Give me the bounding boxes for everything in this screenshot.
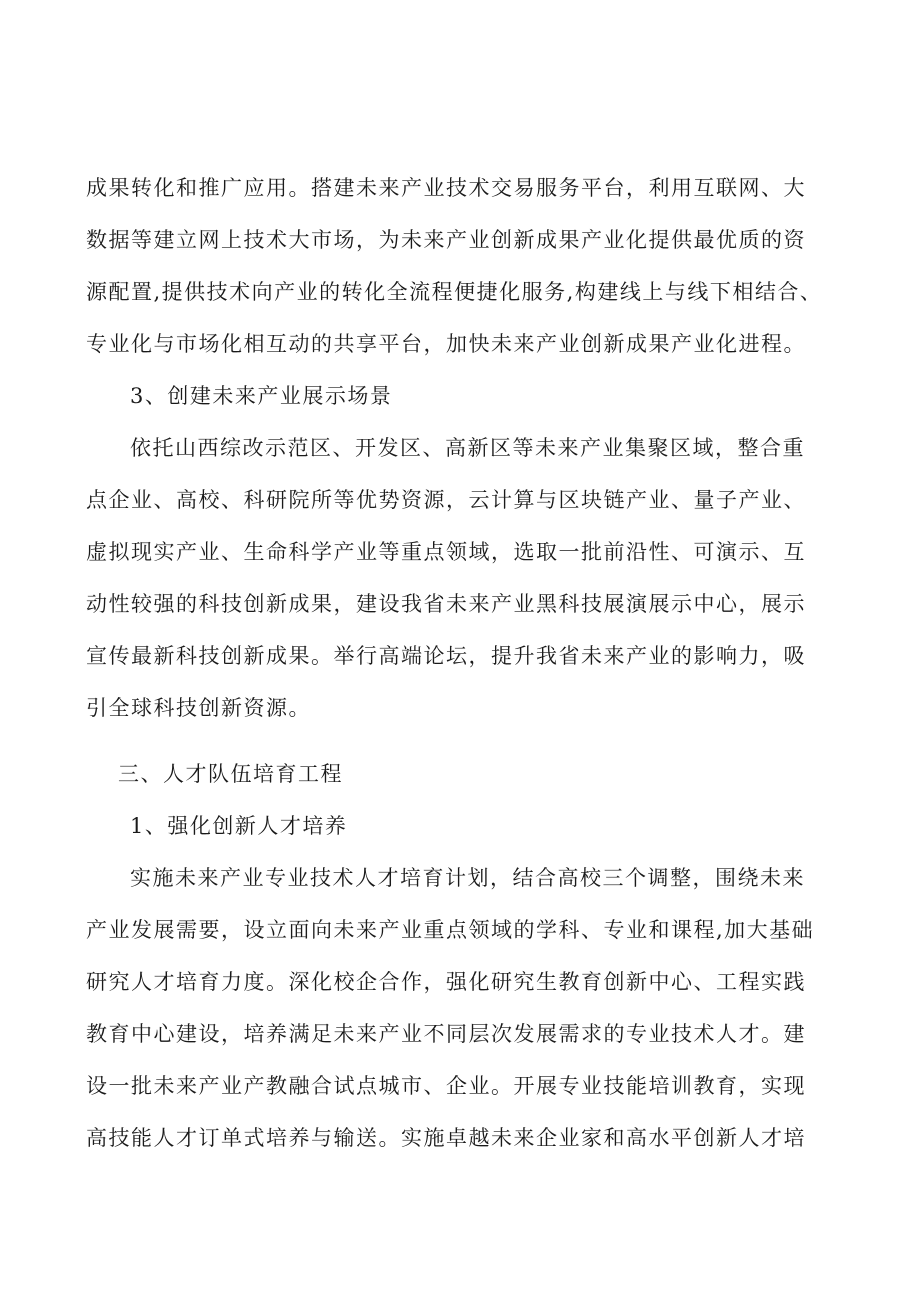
paragraph-3-line-6: 高技能人才订单式培养与输送。实施卓越未来企业家和高水平创新人才培 (86, 1126, 806, 1150)
paragraph-1-line-3: 源配置,提供技术向产业的转化全流程便捷化服务,构建线上与线下相结合、 (86, 280, 823, 304)
paragraph-1-line-1: 成果转化和推广应用。搭建未来产业技术交易服务平台，利用互联网、大 (86, 176, 806, 200)
paragraph-3-line-1: 实施未来产业专业技术人才培育计划，结合高校三个调整，围绕未来 (130, 866, 805, 890)
subheading-1: 1、强化创新人才培养 (130, 814, 348, 838)
paragraph-2-line-5: 宣传最新科技创新成果。举行高端论坛，提升我省未来产业的影响力，吸 (86, 644, 806, 668)
section-heading-talent: 三、人才队伍培育工程 (118, 762, 343, 786)
paragraph-2-line-1: 依托山西综改示范区、开发区、高新区等未来产业集聚区域，整合重 (130, 436, 805, 460)
paragraph-2-line-6: 引全球科技创新资源。 (86, 696, 311, 720)
paragraph-3-line-2: 产业发展需要，设立面向未来产业重点领域的学科、专业和课程,加大基础 (86, 918, 815, 942)
paragraph-3-line-4: 教育中心建设，培养满足未来产业不同层次发展需求的专业技术人才。建 (86, 1022, 806, 1046)
paragraph-1-line-2: 数据等建立网上技术大市场，为未来产业创新成果产业化提供最优质的资 (86, 228, 806, 252)
subheading-3: 3、创建未来产业展示场景 (130, 384, 393, 408)
paragraph-2-line-4: 动性较强的科技创新成果，建设我省未来产业黑科技展演展示中心，展示 (86, 592, 806, 616)
paragraph-2-line-3: 虚拟现实产业、生命科学产业等重点领域，选取一批前沿性、可演示、互 (86, 540, 806, 564)
paragraph-3-line-5: 设一批未来产业产教融合试点城市、企业。开展专业技能培训教育，实现 (86, 1074, 806, 1098)
paragraph-1-line-4: 专业化与市场化相互动的共享平台，加快未来产业创新成果产业化进程。 (86, 332, 806, 356)
paragraph-3-line-3: 研究人才培育力度。深化校企合作，强化研究生教育创新中心、工程实践 (86, 970, 806, 994)
paragraph-2-line-2: 点企业、高校、科研院所等优势资源，云计算与区块链产业、量子产业、 (86, 488, 806, 512)
